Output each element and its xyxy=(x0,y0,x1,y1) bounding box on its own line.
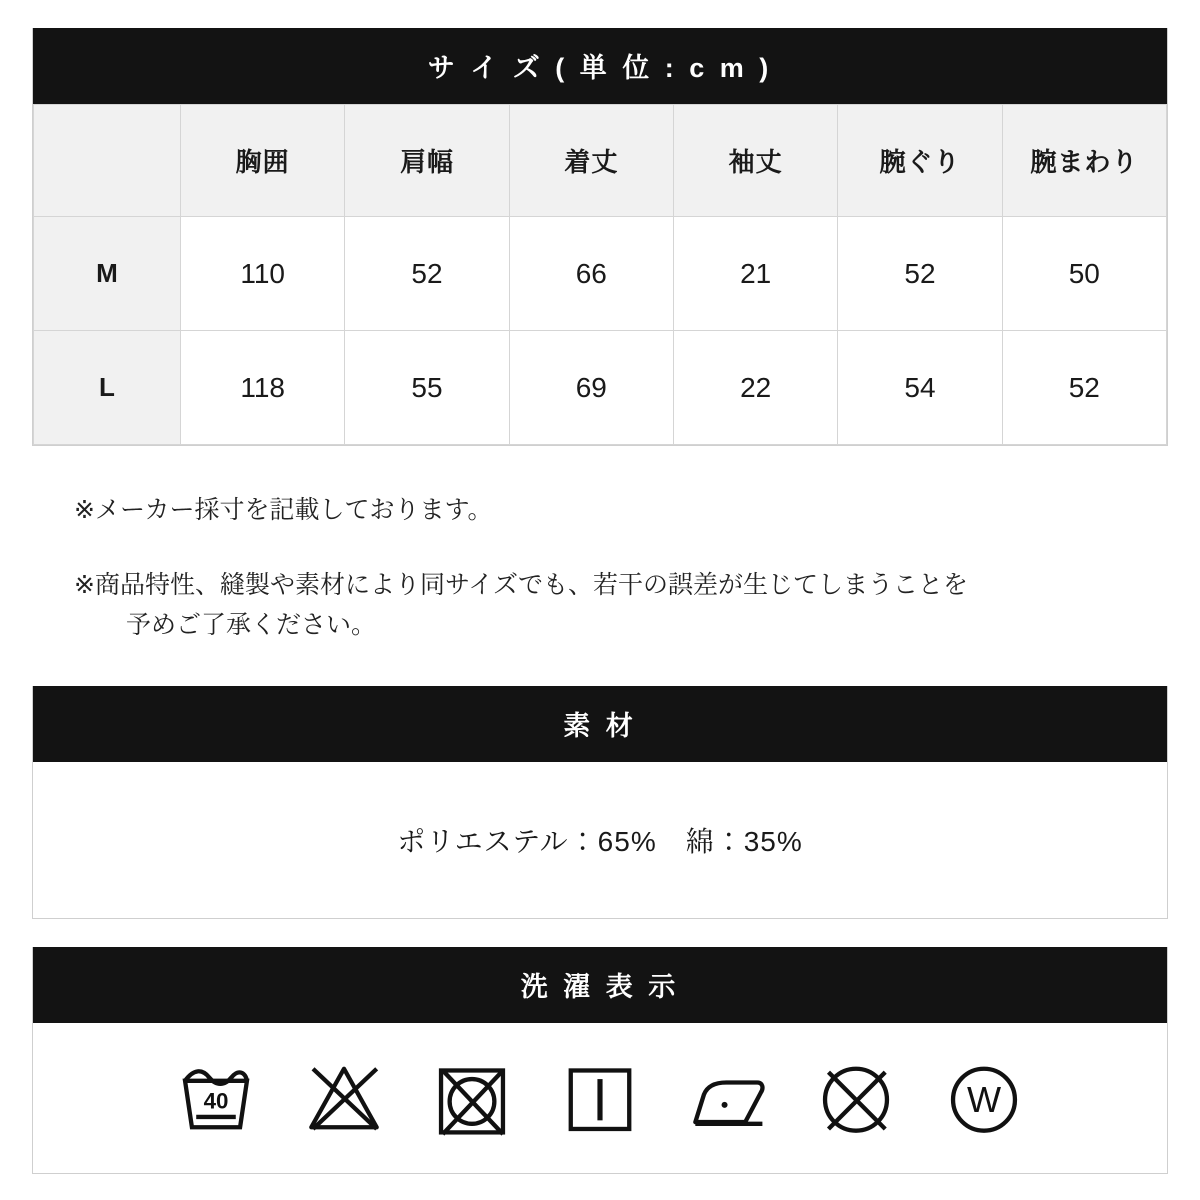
material-section xyxy=(32,686,1168,919)
row-header-size-l: L xyxy=(34,331,181,445)
size-section xyxy=(32,28,1168,446)
material-section-title: 素 材 xyxy=(33,686,1167,762)
no-tumble-dry-icon xyxy=(429,1055,515,1141)
cell-l-sleeve-length: 22 xyxy=(673,331,837,445)
table-row xyxy=(34,217,1167,331)
column-header-armhole: 腕ぐり xyxy=(838,105,1002,217)
note-measurement-source: ※メーカー採寸を記載しております。 xyxy=(74,496,493,524)
drip-dry-in-shade-icon xyxy=(557,1055,643,1141)
size-table xyxy=(33,104,1167,445)
notes-section xyxy=(32,490,1168,646)
note-tolerance-line2: 予めご了承ください。 xyxy=(126,611,377,639)
note-tolerance xyxy=(74,565,1160,646)
column-header-arm-circumference: 腕まわり xyxy=(1002,105,1166,217)
column-header-bust: 胸囲 xyxy=(181,105,345,217)
cell-l-shoulder: 55 xyxy=(345,331,509,445)
cell-l-length: 69 xyxy=(509,331,673,445)
cell-l-arm-circumference: 52 xyxy=(1002,331,1166,445)
column-header-shoulder: 肩幅 xyxy=(345,105,509,217)
wash-care-section-title: 洗 濯 表 示 xyxy=(33,947,1167,1023)
wash-temp-label: 40 xyxy=(203,1087,229,1113)
wet-clean-icon xyxy=(941,1055,1027,1141)
iron-low-icon xyxy=(685,1055,771,1141)
table-header-row xyxy=(34,105,1167,217)
cell-m-length: 66 xyxy=(509,217,673,331)
cell-m-shoulder: 52 xyxy=(345,217,509,331)
size-column-header xyxy=(34,105,181,217)
cell-m-armhole: 52 xyxy=(838,217,1002,331)
table-row xyxy=(34,331,1167,445)
wash-care-icons xyxy=(33,1023,1167,1173)
column-header-sleeve-length: 袖丈 xyxy=(673,105,837,217)
wet-clean-label: W xyxy=(966,1078,1002,1120)
no-dry-clean-icon xyxy=(813,1055,899,1141)
no-bleach-icon xyxy=(301,1055,387,1141)
cell-m-arm-circumference: 50 xyxy=(1002,217,1166,331)
cell-l-armhole: 54 xyxy=(838,331,1002,445)
note-tolerance-line1: ※商品特性、縫製や素材により同サイズでも、若干の誤差が生じてしまうことを xyxy=(74,570,968,599)
washing-machine-40-icon xyxy=(173,1055,259,1141)
cell-m-sleeve-length: 21 xyxy=(673,217,837,331)
column-header-length: 着丈 xyxy=(509,105,673,217)
cell-l-bust: 118 xyxy=(181,331,345,445)
size-section-title: サ イ ズ ( 単 位 : c m ) xyxy=(33,28,1167,104)
material-value: ポリエステル：65% 綿：35% xyxy=(33,762,1167,918)
cell-m-bust: 110 xyxy=(181,217,345,331)
row-header-size-m: M xyxy=(34,217,181,331)
wash-care-section xyxy=(32,947,1168,1174)
